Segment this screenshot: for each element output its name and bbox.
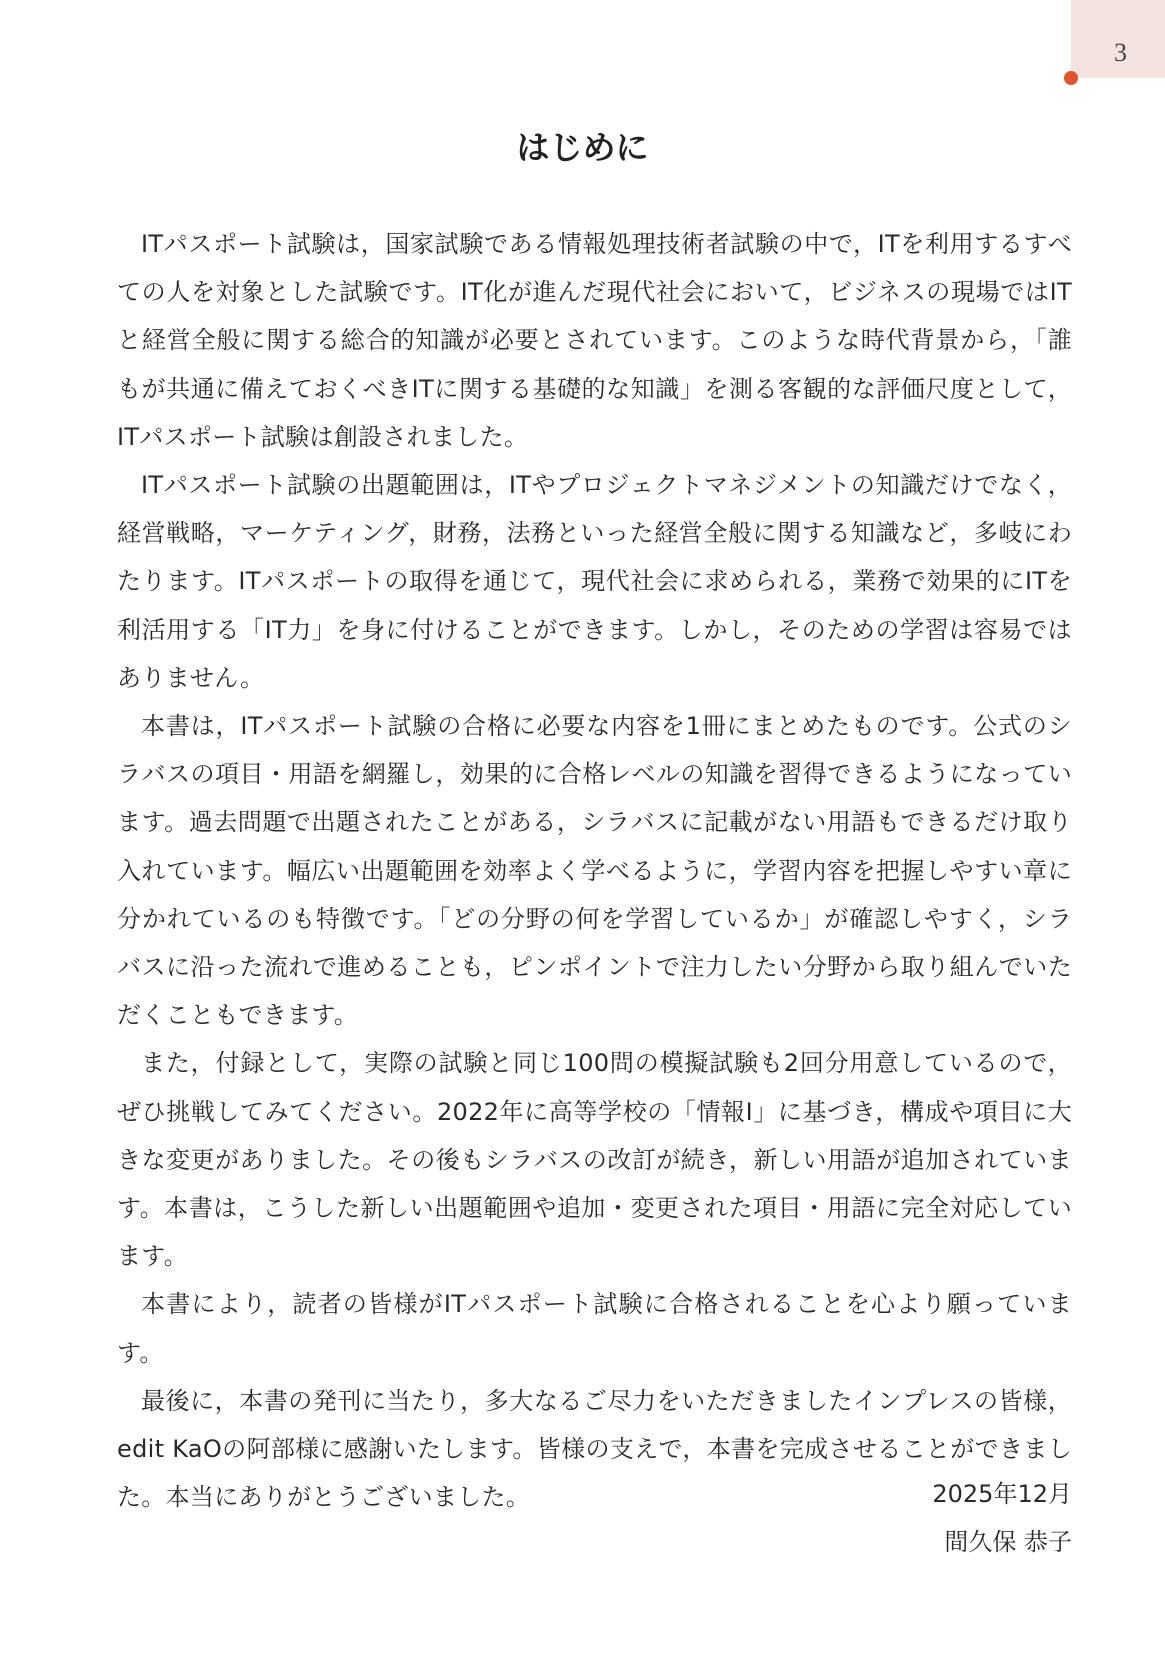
page-title: はじめに bbox=[516, 128, 649, 167]
page-number-tab bbox=[1071, 0, 1165, 78]
preface-body bbox=[117, 220, 1072, 1521]
paragraph-3: 本書は，ITパスポート試験の合格に必要な内容を1冊にまとめたものです。公式のシラバスの項目・用語を網羅し，効果的に合格レベルの知識を習得できるようになっています。過去問題で出題されたことがある，シラバスに記載がない用語もできるだけ取り入れています。幅広い出題範囲を効率よく学べるように，学習内容を把握しやすい章に分かれているのも特徴です。「どの分野の何を学習しているか」が確認しやすく，シラバスに沿った流れで進めることも，ピンポイントで注力したい分野から取り組んでいただくこともできます。 bbox=[117, 712, 1072, 1030]
signature-author: 間久保 恭子 bbox=[944, 1528, 1072, 1556]
paragraph-4: また，付録として，実際の試験と同じ100問の模擬試験も2回分用意しているので，ぜひ挑戦してみてください。2022年に高等学校の「情報Ⅰ」に基づき，構成や項目に大きな変更がありました。その後もシラバスの改訂が続き，新しい用語が追加されています。本書は，こうした新しい出題範囲や追加・変更された項目・用語に完全対応しています。 bbox=[117, 1049, 1072, 1271]
paragraph-5: 本書により，読者の皆様がITパスポート試験に合格されることを心より願っています。 bbox=[117, 1290, 1072, 1367]
signature-block bbox=[932, 1470, 1072, 1566]
signature-date: 2025年12月 bbox=[932, 1480, 1072, 1508]
accent-dot bbox=[1064, 71, 1078, 85]
page-number: 3 bbox=[1114, 38, 1127, 67]
paragraph-6: 最後に，本書の発刊に当たり，多大なるご尽力をいただきましたインプレスの皆様，edit KaOの阿部様に感謝いたします。皆様の支えで，本書を完成させることができました。本当にありがとうございました。 bbox=[117, 1386, 1072, 1512]
paragraph-2: ITパスポート試験の出題範囲は，ITやプロジェクトマネジメントの知識だけでなく，経営戦略，マーケティング，財務，法務といった経営全般に関する知識など，多岐にわたります。ITパスポートの取得を通じて，現代社会に求められる，業務で効果的にITを利活用する「IT力」を身に付けることができます。しかし，そのための学習は容易ではありません。 bbox=[117, 471, 1072, 692]
paragraph-1: ITパスポート試験は，国家試験である情報処理技術者試験の中で，ITを利用するすべての人を対象とした試験です。IT化が進んだ現代社会において，ビジネスの現場ではITと経営全般に関する総合的知識が必要とされています。このような時代背景から，「誰もが共通に備えておくべきITに関する基礎的な知識」を測る客観的な評価尺度として，ITパスポート試験は創設されました。 bbox=[117, 230, 1072, 451]
